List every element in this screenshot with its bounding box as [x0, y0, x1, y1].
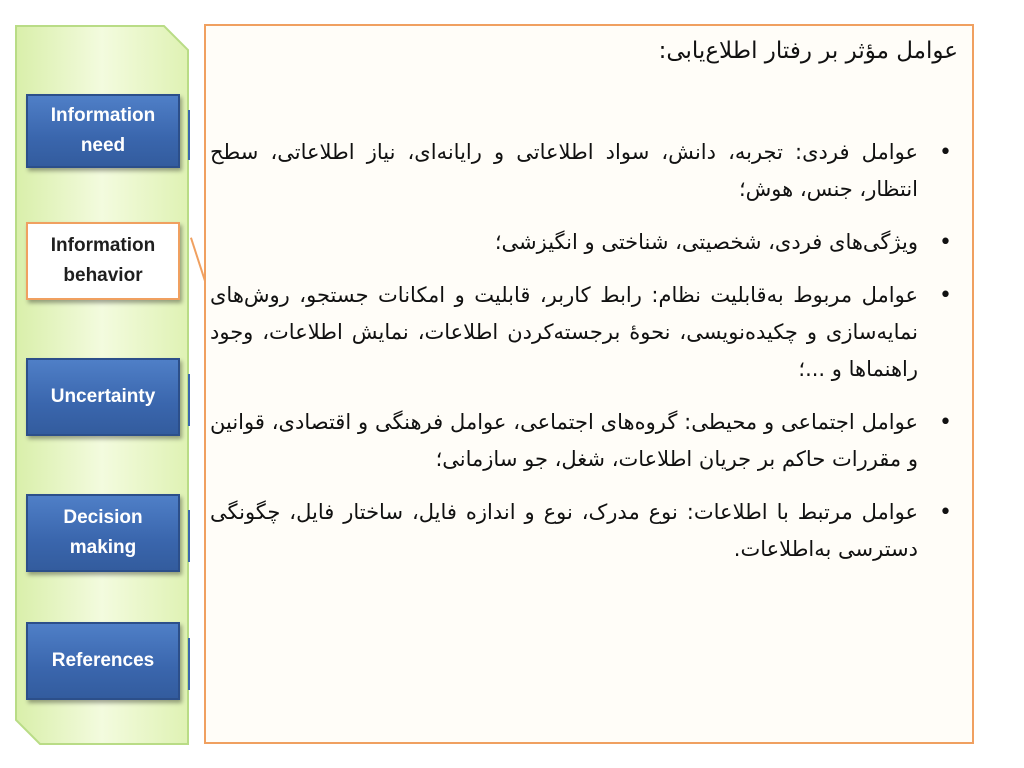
content-box: [204, 24, 974, 744]
bullet-icon: •: [939, 230, 952, 255]
bullet-text: عوامل فردی: تجربه، دانش، سواد اطلاعاتی و رایانه‌ای، نیاز اطلاعاتی، سطح انتظار، جنس، هوش؛: [210, 140, 918, 201]
connector-line: [188, 374, 190, 426]
bullet-text: عوامل اجتماعی و محیطی: گروه‌های اجتماعی، عوامل فرهنگی و اقتصادی، قوانین و مقررات حاکم بر جریان اطلاعات، شغل، جو سازمانی؛: [210, 410, 918, 471]
bullet-item: [210, 494, 962, 568]
bullet-item: [210, 134, 962, 208]
connector-line: [188, 510, 190, 562]
bullet-item: [210, 277, 962, 388]
bullet-icon: •: [939, 283, 952, 308]
bullet-icon: •: [939, 410, 952, 435]
content-title: عوامل مؤثر بر رفتار اطلاع‌یابی:: [658, 38, 958, 64]
nav-button-label: Uncertainty: [50, 386, 156, 407]
bullet-text: ویژگی‌های فردی، شخصیتی، شناختی و انگیزشی؛: [494, 230, 918, 254]
bullet-item: [210, 404, 962, 478]
connector-line: [188, 638, 190, 690]
nav-button-uncertainty[interactable]: [26, 358, 180, 436]
bullet-list: [210, 134, 962, 584]
nav-button-label: Decision making: [63, 507, 143, 558]
nav-button-label: References: [51, 650, 155, 671]
nav-button-decision-making[interactable]: [26, 494, 180, 572]
bullet-text: عوامل مرتبط با اطلاعات: نوع مدرک، نوع و اندازه فایل، ساختار فایل، چگونگی دسترسی به‌اطلاعات.: [210, 500, 918, 561]
bullet-icon: •: [939, 500, 952, 525]
bullet-icon: •: [939, 140, 952, 165]
bullet-text: عوامل مربوط به‌قابلیت نظام: رابط کاربر، قابلیت و امکانات جستجو، روش‌های نمایه‌سازی و چکیده‌نویسی، نحوهٔ برجسته‌کردن اطلاعات، نمایش اطلاعات، وجود راهنماها و ...؛: [210, 283, 918, 381]
nav-button-label: Information behavior: [50, 235, 156, 286]
nav-button-information-need[interactable]: [26, 94, 180, 168]
connector-line: [188, 110, 190, 160]
nav-button-information-behavior[interactable]: [26, 222, 180, 300]
nav-button-label: Information need: [50, 105, 156, 156]
bullet-item: [210, 224, 962, 261]
nav-button-references[interactable]: [26, 622, 180, 700]
